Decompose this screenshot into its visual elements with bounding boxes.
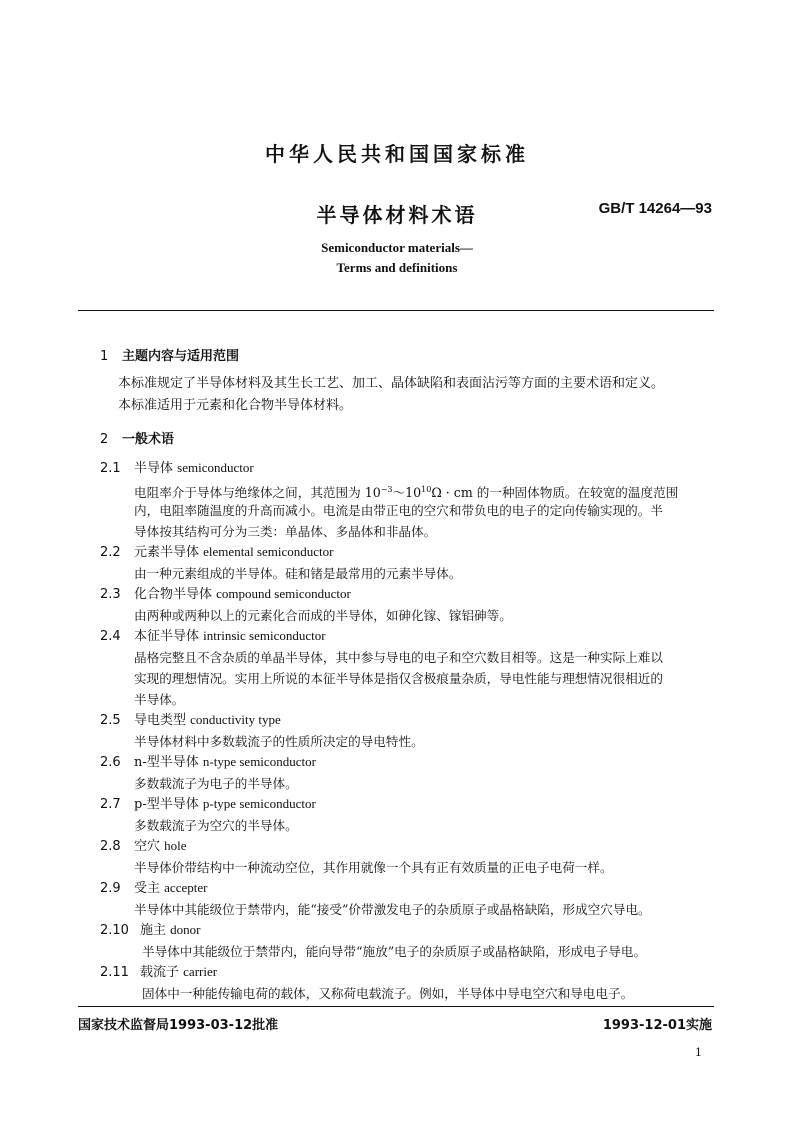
term-heading (100, 626, 326, 647)
term-zh: 导电类型 (134, 713, 187, 728)
standard-number: GB/T 14264—93 (598, 200, 712, 217)
doc-title: 半导体材料术语 (316, 203, 478, 227)
term-heading (100, 458, 254, 479)
term-definition: 实现的理想情况。实用上所说的本征半导体是指仅含极痕量杂质，导电性能与理想情况很相近的 (134, 671, 663, 686)
term-number: 2.2 (100, 545, 121, 560)
term-definition: 由两种或两种以上的元素化合而成的半导体，如砷化镓、镓铝砷等。 (134, 608, 512, 623)
term-en: accepter (164, 880, 208, 895)
term-heading (100, 584, 351, 605)
term-number: 2.4 (100, 629, 121, 644)
term-zh: 受主 (134, 881, 161, 896)
term-en: hole (164, 838, 187, 853)
term-heading (100, 542, 333, 563)
term-number: 2.6 (100, 755, 121, 770)
term-en: semiconductor (177, 460, 254, 475)
term-definition: 半导体中其能级位于禁带内，能“接受”价带激发电子的杂质原子或晶格缺陷，形成空穴导电。 (134, 902, 651, 917)
term-number: 2.5 (100, 713, 121, 728)
org-title: 中华人民共和国国家标准 (265, 142, 529, 166)
term-en: p-type semiconductor (202, 796, 316, 811)
term-zh: 半导体 (134, 461, 174, 476)
term-heading (100, 752, 316, 773)
term-definition: 固体中一种能传输电荷的载体，又称荷电载流子。例如，半导体中导电空穴和导电电子。 (142, 986, 634, 1001)
section-number: 2 (100, 432, 109, 447)
term-heading (100, 878, 207, 899)
term-en: carrier (183, 964, 218, 979)
term-number: 2.3 (100, 587, 121, 602)
term-en: elemental semiconductor (203, 544, 334, 559)
term-definition: 半导体材料中多数载流子的性质所决定的导电特性。 (134, 734, 424, 749)
term-definition: 半导体。 (134, 692, 185, 707)
term-definition: 电阻率介于导体与绝缘体之间，其范围为 $10^{-3}\sim 10^{10}\Omega$ · cm 的一种固体物质。在较宽的温度范围 (134, 485, 679, 501)
term-en: intrinsic semiconductor (203, 628, 326, 643)
term-en: conductivity type (190, 712, 281, 727)
term-zh: 元素半导体 (134, 545, 200, 560)
implementation-date: 1993-12-01实施 (602, 1018, 712, 1033)
term-heading (100, 836, 187, 857)
term-number: 2.8 (100, 839, 121, 854)
english-title-line2: Terms and definitions (336, 260, 458, 275)
term-en: compound semiconductor (216, 586, 351, 601)
term-heading (100, 710, 281, 731)
term-number: 2.9 (100, 881, 121, 896)
term-heading (100, 920, 201, 941)
term-zh: 施主 (140, 923, 167, 938)
term-definition: 导体按其结构可分为三类：单晶体、多晶体和非晶体。 (134, 524, 437, 539)
term-definition: 由一种元素组成的半导体。硅和锗是最常用的元素半导体。 (134, 566, 462, 581)
term-zh: 化合物半导体 (134, 587, 213, 602)
term-zh: 载流子 (140, 965, 180, 980)
term-definition: 晶格完整且不含杂质的单晶半导体，其中参与导电的电子和空穴数目相等。这是一种实际上难以 (134, 650, 663, 665)
section-title: 主题内容与适用范围 (122, 349, 240, 364)
english-title-line1: Semiconductor materials— (321, 240, 473, 255)
term-zh: p-型半导体 (134, 797, 199, 812)
term-definition: 内，电阻率随温度的升高而减小。电流是由带正电的空穴和带负电的电子的定向传输实现的。半 (134, 503, 663, 518)
section-number: 1 (100, 349, 109, 364)
term-definition: 半导体价带结构中一种流动空位，其作用就像一个具有正有效质量的正电子电荷一样。 (134, 860, 613, 875)
term-definition: 半导体中其能级位于禁带内，能向导带“施放”电子的杂质原子或晶格缺陷，形成电子导电。 (142, 944, 647, 959)
term-en: donor (170, 922, 201, 937)
term-number: 2.11 (100, 965, 129, 980)
footer-divider (78, 1006, 714, 1007)
term-definition: 多数载流子为电子的半导体。 (134, 776, 298, 791)
header-divider (78, 310, 714, 311)
section-1-paragraph-1: 本标准规定了半导体材料及其生长工艺、加工、晶体缺陷和表面沾污等方面的主要术语和定义。 (118, 376, 665, 391)
term-number: 2.7 (100, 797, 121, 812)
section-2-heading (100, 428, 174, 447)
term-number: 2.1 (100, 461, 121, 476)
term-zh: 空穴 (134, 839, 161, 854)
term-zh: 本征半导体 (134, 629, 200, 644)
approval-date: 国家技术监督局1993-03-12批准 (78, 1018, 279, 1033)
term-heading (100, 794, 316, 815)
page-number: 1 (695, 1046, 702, 1059)
term-en: n-type semiconductor (202, 754, 316, 769)
term-heading (100, 962, 217, 983)
section-title: 一般术语 (122, 432, 175, 447)
term-zh: n-型半导体 (134, 755, 199, 770)
term-definition: 多数载流子为空穴的半导体。 (134, 818, 298, 833)
section-1-heading (100, 345, 239, 364)
term-number: 2.10 (100, 923, 129, 938)
section-1-paragraph-2: 本标准适用于元素和化合物半导体材料。 (118, 398, 353, 413)
